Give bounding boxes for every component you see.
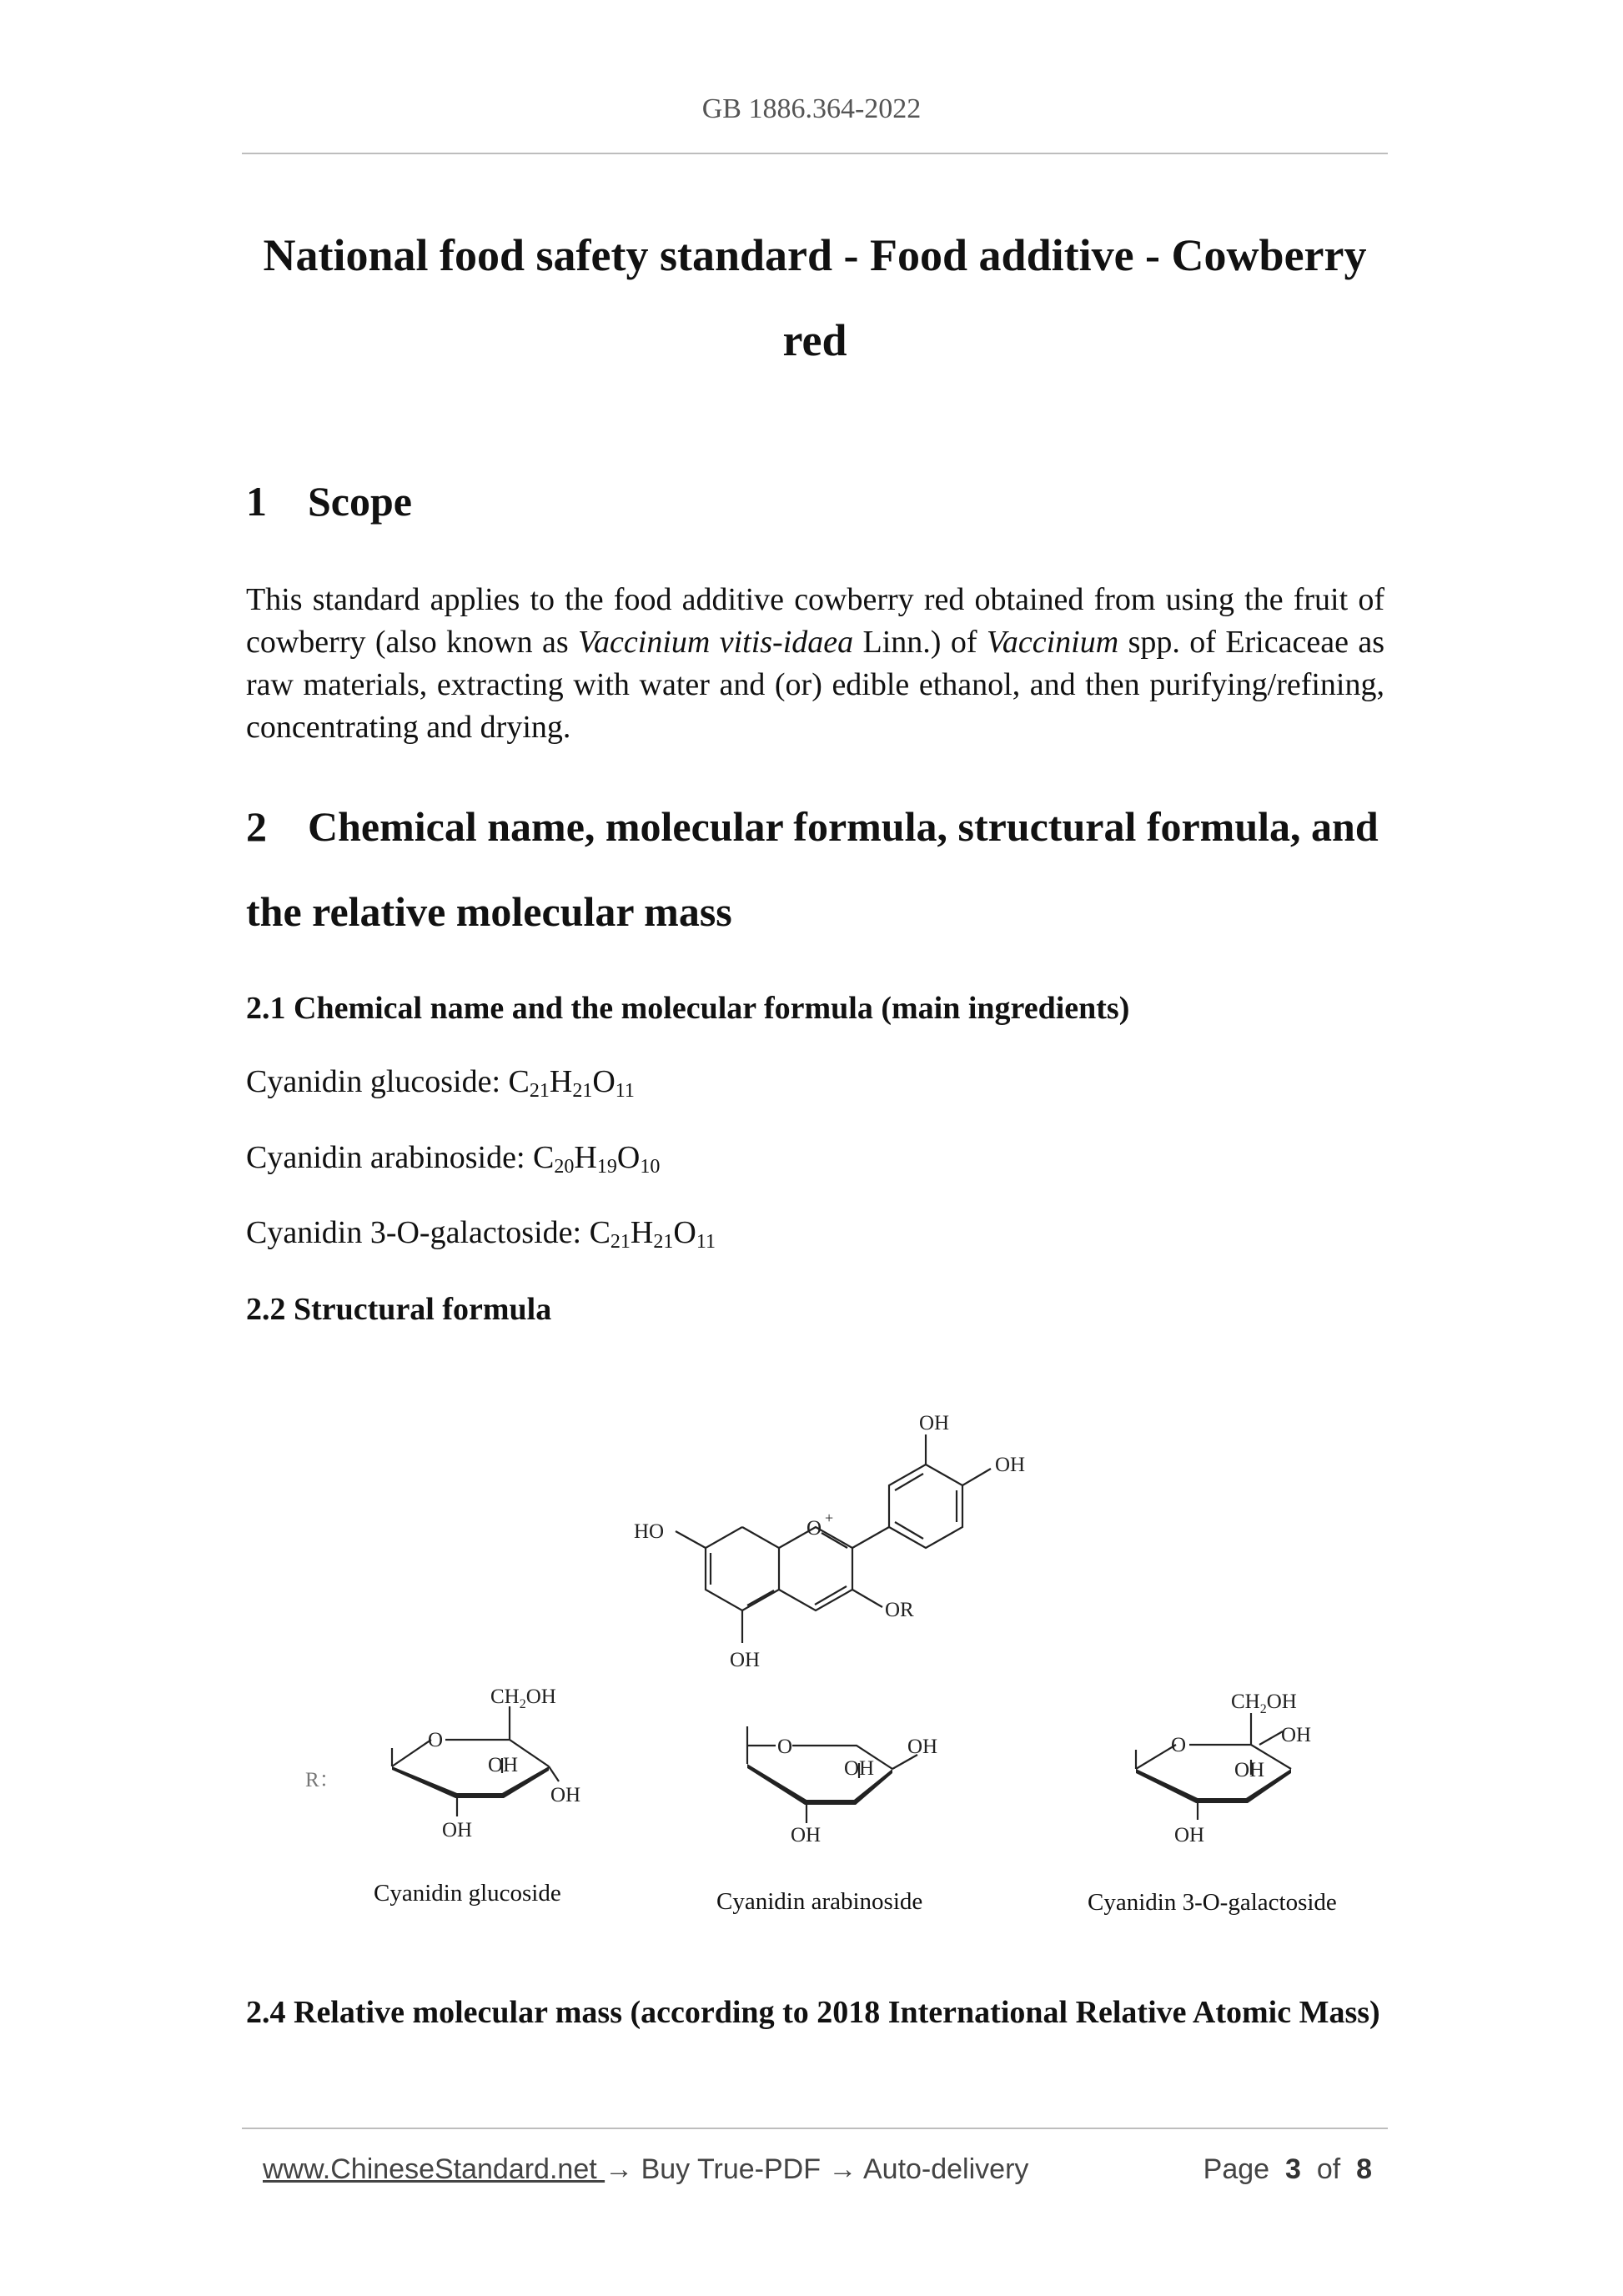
ring-oxygen-label: O	[428, 1729, 444, 1751]
section-title-line-2: the relative molecular mass	[246, 888, 732, 935]
compound-name: Cyanidin 3-O-galactoside:	[246, 1215, 590, 1250]
section-number: 2	[246, 803, 267, 850]
scope-text: Linn.) of	[853, 625, 987, 660]
atom-count: 21	[572, 1080, 593, 1102]
galactoside-ring-skeleton	[1136, 1713, 1291, 1820]
scope-text: This standard applies to the food additive cowberry red obtained from using the fruit of cowberry (also known as	[246, 582, 1384, 660]
document-title	[242, 213, 1388, 383]
subsection-2-1-heading: 2.1 Chemical name and the molecular formula (main ingredients)	[246, 991, 1130, 1026]
genus-name: Vaccinium	[986, 625, 1119, 660]
scope-paragraph	[246, 579, 1384, 749]
oxonium-label: O	[806, 1517, 822, 1540]
compound-name: Cyanidin arabinoside:	[246, 1140, 534, 1175]
hydroxymethyl-label: $CH_2OH$	[1231, 1691, 1297, 1716]
auto-delivery-text: Auto-delivery	[857, 2153, 1029, 2185]
header-divider	[242, 153, 1388, 154]
hydroxyl-label: OH	[791, 1824, 822, 1846]
atom-count: 20	[554, 1156, 575, 1178]
figure-caption: Cyanidin arabinoside	[716, 1888, 923, 1915]
structural-formula-drawing	[284, 1368, 1368, 1935]
hydroxyl-label: OH	[730, 1649, 761, 1671]
section-title-line-1: Chemical name, molecular formula, structural formula, and	[308, 803, 1379, 850]
page-indicator	[1203, 2153, 1372, 2186]
section-number: 1	[246, 478, 267, 525]
figure-caption: Cyanidin 3-O-galactoside	[1088, 1889, 1337, 1916]
hydroxyl-label: OH	[1234, 1759, 1265, 1781]
atom-count: 21	[529, 1080, 550, 1102]
element-symbol: O	[673, 1215, 696, 1250]
hydroxyl-label: OH	[1281, 1724, 1312, 1746]
species-name: Vaccinium vitis-idaea	[578, 625, 854, 660]
title-line-1: National food safety standard - Food additive - Cowberry	[263, 230, 1367, 280]
structural-formula-figure	[284, 1368, 1368, 1935]
document-code-header: GB 1886.364-2022	[701, 93, 922, 124]
hydroxyl-label: OH	[550, 1784, 581, 1806]
element-symbol: C	[589, 1215, 611, 1250]
atom-count: 19	[596, 1156, 617, 1178]
website-link[interactable]: www.ChineseStandard.net	[263, 2153, 605, 2185]
hydroxymethyl-label: $CH_2OH$	[490, 1686, 556, 1711]
arrow-icon: →	[828, 2153, 857, 2185]
atom-count: 11	[615, 1080, 635, 1102]
charge-label: +	[825, 1510, 834, 1526]
subsection-2-2-heading: 2.2 Structural formula	[246, 1292, 552, 1327]
atom-count: 21	[610, 1231, 631, 1253]
of-label: of	[1316, 2153, 1341, 2185]
element-symbol: H	[630, 1215, 654, 1250]
hydroxyl-label: OH	[907, 1736, 938, 1758]
total-pages-number: 8	[1356, 2153, 1372, 2185]
hydroxyl-label: OH	[442, 1819, 473, 1841]
hydroxyl-label: OH	[1174, 1824, 1205, 1846]
compound-name: Cyanidin glucoside:	[246, 1064, 509, 1099]
r-group-prefix: R：	[305, 1769, 340, 1791]
section-title: Scope	[308, 478, 412, 525]
glucoside-ring-skeleton	[392, 1706, 559, 1816]
hydroxyl-label: OH	[919, 1412, 950, 1434]
section-2-heading	[246, 784, 1384, 954]
element-symbol: H	[574, 1140, 597, 1175]
atom-count: 11	[696, 1231, 716, 1253]
formula-line	[246, 1063, 635, 1103]
figure-caption: Cyanidin glucoside	[374, 1880, 561, 1907]
element-symbol: C	[508, 1064, 530, 1099]
atom-count: 21	[653, 1231, 674, 1253]
ring-oxygen-label: O	[1171, 1734, 1187, 1756]
element-symbol: O	[592, 1064, 616, 1099]
page-label: Page	[1203, 2153, 1270, 2185]
arrow-icon: →	[605, 2153, 634, 2185]
scope-text: spp. of Ericaceae as raw materials, extracting with water and (or) edible ethanol, and then purifying/refining, concentrating and drying.	[246, 625, 1384, 745]
element-symbol: H	[549, 1064, 573, 1099]
arabinoside-ring-skeleton	[747, 1726, 917, 1823]
element-symbol: C	[533, 1140, 555, 1175]
cyanidin-core-skeleton	[676, 1434, 991, 1643]
subsection-2-4-heading: 2.4 Relative molecular mass (according to 2018 International Relative Atomic Mass)	[246, 1995, 1380, 2030]
formula-line	[246, 1139, 660, 1178]
hydroxyl-label: HO	[634, 1520, 665, 1543]
hydroxyl-label: OH	[995, 1454, 1026, 1476]
hydroxyl-label: OH	[488, 1754, 519, 1776]
element-symbol: O	[616, 1140, 641, 1175]
footer-divider	[242, 2128, 1388, 2129]
section-1-heading	[246, 477, 1384, 525]
buy-pdf-text: Buy True-PDF	[633, 2153, 829, 2185]
title-line-2: red	[782, 315, 847, 365]
substituent-label: OR	[885, 1599, 914, 1621]
ring-oxygen-label: O	[777, 1736, 793, 1758]
formula-line	[246, 1214, 716, 1254]
hydroxyl-label: OH	[844, 1757, 875, 1780]
page-footer	[263, 2153, 1372, 2186]
current-page-number: 3	[1284, 2153, 1301, 2185]
atom-count: 10	[640, 1156, 661, 1178]
